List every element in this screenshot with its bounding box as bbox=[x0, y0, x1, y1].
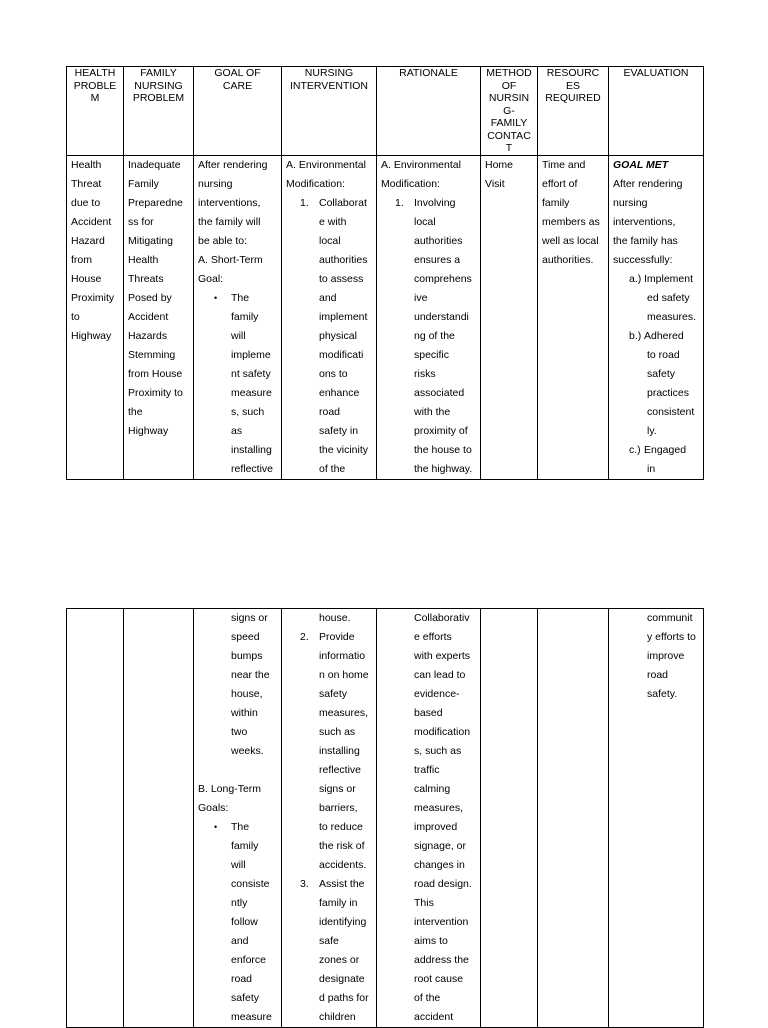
header-nursing-intervention: NURSING INTERVENTION bbox=[282, 67, 377, 156]
cell-evaluation-cont: communit y efforts to improve road safety. bbox=[609, 609, 704, 1028]
evaluation-item-c: c.) Engaged bbox=[629, 443, 687, 456]
care-plan-table-page-1 bbox=[66, 66, 704, 480]
cell-health-problem: Health Threat due to Accident Hazard from House Proximity to Highway bbox=[67, 155, 124, 479]
intervention-item-1: 1. Collaborat bbox=[300, 196, 367, 209]
cell-method-of-contact-cont bbox=[481, 609, 538, 1028]
cell-rationale: A. Environmental Modification: 1. Involving local authorities ensures a comprehens ive understandi ng of the specific risks associated with the proximity of the house to the highway. bbox=[377, 155, 481, 479]
header-row bbox=[67, 67, 704, 156]
cell-resources-required: Time and effort of family members as well as local authorities. bbox=[538, 155, 609, 479]
header-evaluation: EVALUATION bbox=[609, 67, 704, 156]
cell-goal-of-care-cont: signs or speed bumps near the house, within two weeks. B. Long-Term Goals: • The family will consiste ntly follow and enforce road safety measure bbox=[194, 609, 282, 1028]
cell-evaluation: GOAL MET After rendering nursing interventions, the family has successfully: a.) Implement ed safety measures. b.) Adhered to road safety practices consistent ly. c.) Engaged in bbox=[609, 155, 704, 479]
header-goal-of-care: GOAL OF CARE bbox=[194, 67, 282, 156]
continuation-row bbox=[67, 609, 704, 1028]
cell-nursing-intervention-cont: house. 2. Provide informatio n on home safety measures, such as installing reflective signs or barriers, to reduce the risk of accidents. 3. Assist the family in identifying safe zones or designate d paths for children bbox=[282, 609, 377, 1028]
header-family-nursing-problem: FAMILY NURSING PROBLEM bbox=[124, 67, 194, 156]
cell-nursing-intervention: A. Environmental Modification: 1. Collaborat e with local authorities to assess and implement physical modificati ons to enhance road safety in the vicinity of the bbox=[282, 155, 377, 479]
bullet-icon: • bbox=[214, 822, 218, 832]
cell-rationale-cont: Collaborativ e efforts with experts can lead to evidence- based modification s, such as traffic calming measures, improved signage, or changes in road design. This intervention aims to address the root cause of the accident bbox=[377, 609, 481, 1028]
intervention-item-3: 3. Assist the bbox=[300, 878, 365, 890]
goal-met-status: GOAL MET bbox=[613, 158, 669, 171]
evaluation-item-a: a.) Implement bbox=[629, 272, 694, 285]
cell-goal-of-care: After rendering nursing interventions, the family will be able to: A. Short-Term Goal: • The family will impleme nt safety measure s, such as installing reflective bbox=[194, 155, 282, 479]
care-plan-table-page-2 bbox=[66, 608, 704, 1028]
header-health-problem: HEALTH PROBLE M bbox=[67, 67, 124, 156]
intervention-item-2: 2. Provide bbox=[300, 631, 355, 643]
cell-family-nursing-problem: Inadequate Family Preparedne ss for Mitigating Health Threats Posed by Accident Hazards Stemming from House Proximity to the Highway bbox=[124, 155, 194, 479]
header-method-of-contact: METHOD OF NURSIN G- FAMILY CONTAC T bbox=[481, 67, 538, 156]
content-row bbox=[67, 155, 704, 479]
cell-method-of-contact: Home Visit bbox=[481, 155, 538, 479]
cell-health-problem-cont bbox=[67, 609, 124, 1028]
short-term-goal-bullet: • The bbox=[198, 289, 278, 308]
bullet-icon: • bbox=[214, 292, 218, 303]
header-resources-required: RESOURC ES REQUIRED bbox=[538, 67, 609, 156]
evaluation-item-b: b.) Adhered bbox=[629, 329, 684, 342]
rationale-item-1: 1. Involving bbox=[395, 196, 456, 209]
header-rationale: RATIONALE bbox=[377, 67, 481, 156]
cell-family-nursing-problem-cont bbox=[124, 609, 194, 1028]
long-term-goal-bullet: • The bbox=[198, 818, 278, 837]
cell-resources-required-cont bbox=[538, 609, 609, 1028]
